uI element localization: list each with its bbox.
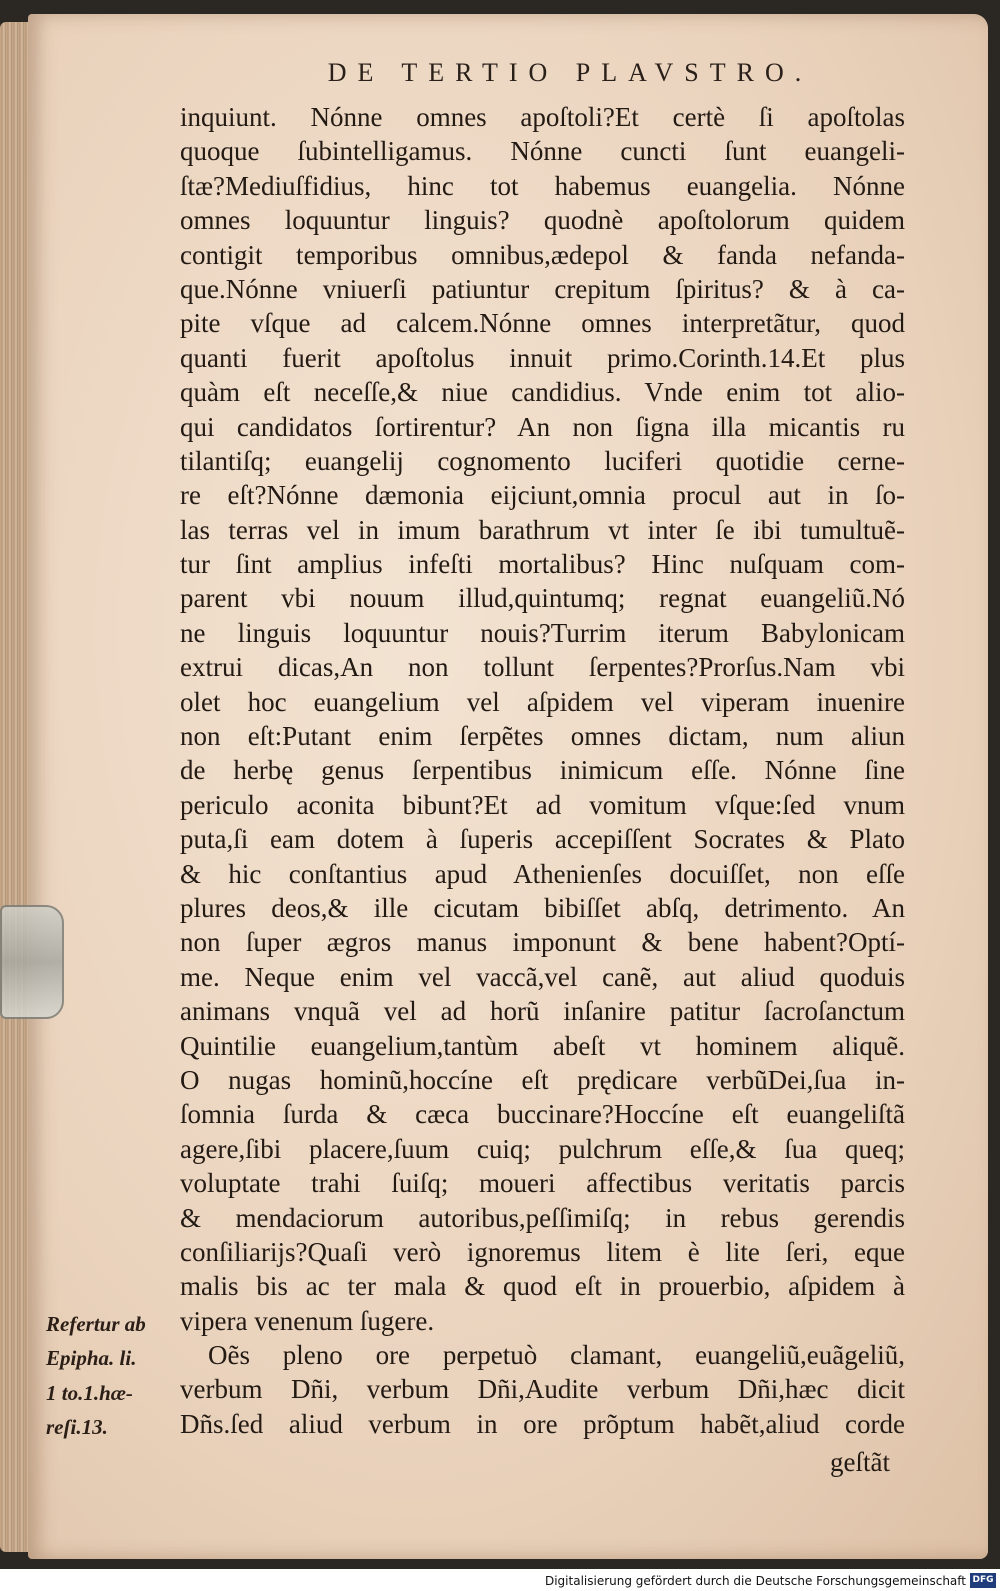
text-line: quanti fuerit apoſtolus innuit primo.Corinth.14.Et plus xyxy=(180,342,905,373)
text-line: plures deos,& ille cicutam bibiſſet abſq, detrimento. An xyxy=(180,892,905,923)
text-line: pite vſque ad calcem.Nónne omnes interpretãtur, quod xyxy=(180,308,905,339)
text-line: Oẽs pleno ore perpetuò clamant, euangeliũ,euãgeliũ, xyxy=(208,1340,905,1371)
text-line: malis bis ac ter mala & quod eſt in prouerbio, aſpidem à xyxy=(180,1271,905,1302)
text-line: ne linguis loquuntur nouis?Turrim iterum Babylonicam xyxy=(180,617,905,648)
text-line: animans vnquã vel ad horũ inſanire patitur ſacroſanctum xyxy=(180,996,905,1027)
text-line: O nugas hominũ,hoccíne eſt prędicare verbũDei,ſua in- xyxy=(180,1064,905,1095)
text-line: non ſuper ægros manus imponunt & bene habent?Optí- xyxy=(180,927,905,958)
text-line: parent vbi nouum illud,quintumq; regnat euangeliũ.Nó xyxy=(180,583,905,614)
text-line: tilantiſq; euangelij cognomento luciferi quotidie cerne- xyxy=(180,445,905,476)
text-line: conſiliarijs?Quaſi verò ignoremus litem è lite ſeri, eque xyxy=(180,1236,905,1267)
marginal-note-line: Epipha. li. xyxy=(46,1346,137,1371)
text-line: verbum Dñi, verbum Dñi,Audite verbum Dñi,hæc dicit xyxy=(180,1374,905,1405)
catchword: geſtãt xyxy=(830,1447,890,1477)
page-clip xyxy=(0,905,64,1019)
text-line: re eſt?Nónne dæmonia eijciunt,omnia procul aut in ſo- xyxy=(180,480,905,511)
footer-credit: Digitalisierung gefördert durch die Deutsche Forschungsgemeinschaft xyxy=(544,1574,966,1588)
text-line: Quintilie euangelium,tantùm abeſt vt hominem aliquẽ. xyxy=(180,1030,905,1061)
text-line: que.Nónne vniuerſi patiuntur crepitum ſpiritus? & à ca- xyxy=(180,273,905,304)
marginal-note xyxy=(46,1307,176,1445)
text-line: inquiunt. Nónne omnes apoſtoli?Et certè ſi apoſtolas xyxy=(180,102,905,132)
text-line: olet hoc euangelium vel aſpidem vel viperam inuenire xyxy=(180,686,905,717)
marginal-note-line: Refertur ab xyxy=(46,1312,146,1336)
text-line: voluptate trahi ſuiſq; moueri affectibus veritatis parcis xyxy=(180,1168,905,1199)
text-line: puta,ſi eam dotem à ſuperis accepiſſent Socrates & Plato xyxy=(180,824,905,855)
text-line: & hic conſtantius apud Athenienſes docuiſſet, non eſſe xyxy=(180,858,905,889)
text-line: quàm eſt neceſſe,& niue candidius. Vnde enim tot alio- xyxy=(180,377,905,408)
text-line: las terras vel in imum barathrum vt inter ſe ibi tumultuẽ- xyxy=(180,514,905,545)
text-line: tur ſint amplius infeſti mortalibus? Hinc nuſquam com- xyxy=(180,549,905,580)
text-line: omnes loquuntur linguis? quodnè apoſtolorum quidem xyxy=(180,205,905,236)
footer-bar xyxy=(0,1569,1000,1591)
text-line: extrui dicas,An non tollunt ſerpentes?Prorſus.Nam vbi xyxy=(180,652,905,683)
text-line: qui candidatos ſortirentur? An non ſigna illa micantis ru xyxy=(180,411,905,442)
text-line: ſomnia ſurda & cæca buccinare?Hoccíne eſt euangeliſtã xyxy=(180,1099,905,1130)
text-line: me. Neque enim vel vaccã,vel canẽ, aut aliud quoduis xyxy=(180,961,905,992)
text-line: Dñs.ſed aliud verbum in ore prõptum habẽt,aliud corde xyxy=(180,1408,905,1439)
text-line: ſtæ?Mediuſfidius, hinc tot habemus euangelia. Nónne xyxy=(180,170,905,201)
main-text xyxy=(180,100,905,1441)
dfg-logo: DFG xyxy=(970,1573,996,1588)
marginal-note-line: reſi.13. xyxy=(46,1415,108,1440)
marginal-note-line: 1 to.1.hæ- xyxy=(46,1380,133,1405)
text-line: quoque ſubintelligamus. Nónne cuncti ſunt euangeli- xyxy=(180,136,905,167)
text-line: contigit temporibus omnibus,ædepol & fanda nefanda- xyxy=(180,239,905,270)
text-line: de herbę genus ſerpentibus inimicum eſſe. Nónne ſine xyxy=(180,755,905,786)
running-head: DE TERTIO PLAVSTRO. xyxy=(327,58,813,87)
text-line: periculo aconita bibunt?Et ad vomitum vſque:ſed vnum xyxy=(180,789,905,820)
text-line: vipera venenum ſugere. xyxy=(180,1305,435,1336)
text-line: & mendaciorum autoribus,peſſimiſq; in rebus gerendis xyxy=(180,1202,905,1233)
text-line: non eſt:Putant enim ſerpẽtes omnes dictam, num aliun xyxy=(180,721,905,752)
text-line: agere,ſibi placere,ſuum cuiq; pulchrum eſſe,& ſua queq; xyxy=(180,1133,905,1164)
